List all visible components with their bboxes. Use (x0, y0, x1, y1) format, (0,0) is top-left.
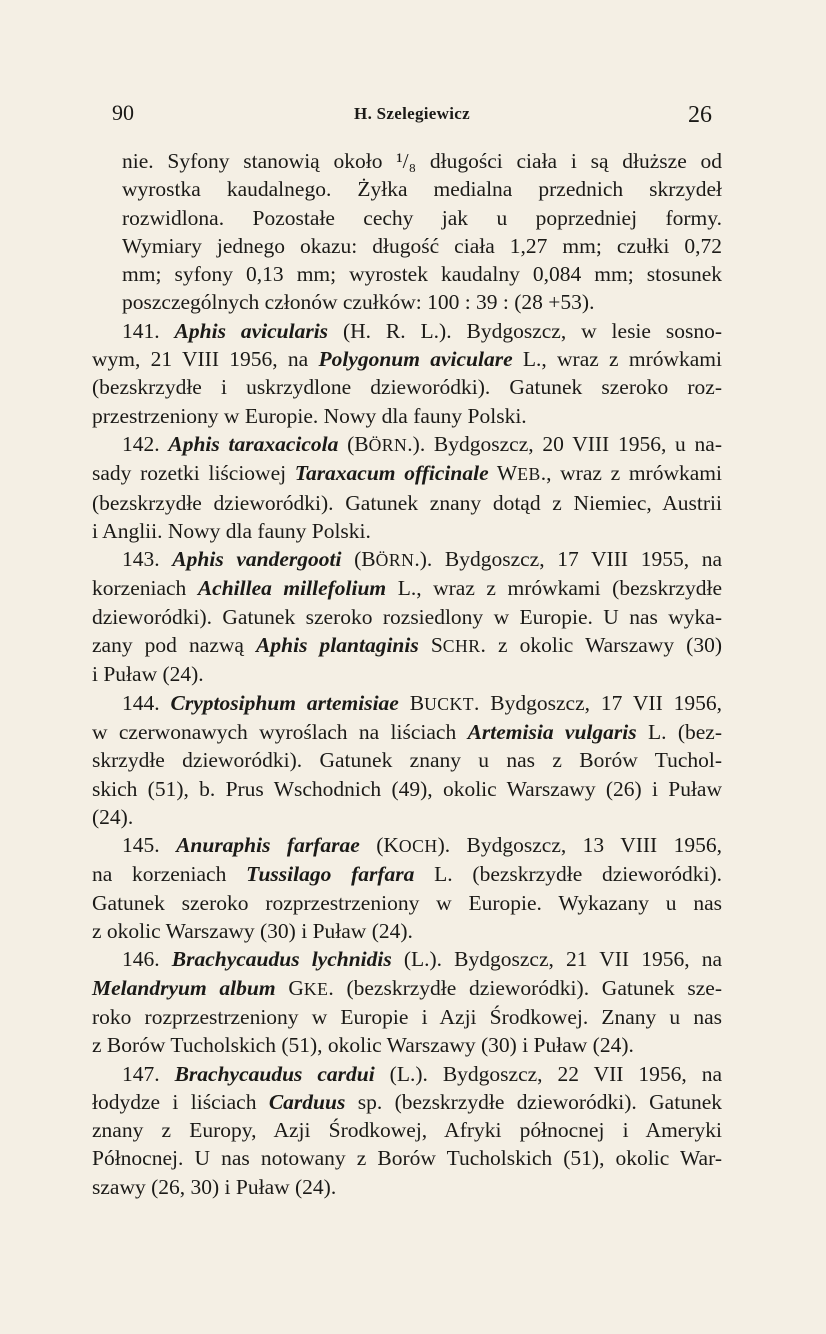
text-line: 147. Brachycaudus cardui (L.). Bydgoszcz, 22 VII 1956, na (122, 1061, 722, 1086)
text-line: szawy (26, 30) i Puław (24). (92, 1174, 337, 1199)
text-line: 141. Aphis avicularis (H. R. L.). Bydgoszcz, w lesie sosno- (122, 318, 723, 343)
text-line: 145. Anuraphis farfarae (KOCH). Bydgoszcz, 13 VIII 1956, (122, 833, 723, 858)
text-line: (bezskrzydłe i uskrzydlone dzieworódki). Gatunek szeroko roz- (92, 375, 722, 400)
text-line: skich (51), b. Prus Wschodnich (49), okolic Warszawy (26) i Puław (92, 776, 722, 801)
text-line: w czerwonawych wyroślach na liściach Artemisia vulgaris L. (bez- (92, 719, 722, 744)
text-line: 146. Brachycaudus lychnidis (L.). Bydgoszcz, 21 VII 1956, na (122, 947, 722, 972)
text-line: znany z Europy, Azji Środkowej, Afryki północnej i Ameryki (92, 1118, 722, 1143)
page-header (112, 100, 712, 130)
body-text (92, 147, 722, 1201)
text-line: wym, 21 VIII 1956, na Polygonum aviculare L., wraz z mrówkami (92, 347, 722, 372)
text-line: nie. Syfony stanowią około ¹/₈ długości ciała i są dłuższe od (122, 149, 722, 173)
text-line: z Borów Tucholskich (51), okolic Warszawy (30) i Puław (24). (92, 1033, 634, 1058)
page-number-right: 26 (688, 102, 712, 128)
page-number-left: 90 (112, 100, 134, 125)
text-line: i Puław (24). (92, 662, 204, 687)
text-line: rozwidlona. Pozostałe cechy jak u poprzedniej formy. (122, 205, 722, 230)
text-line: poszczególnych członów czułków: 100 : 39 : (28 +53). (122, 290, 595, 315)
text-line: z okolic Warszawy (30) i Puław (24). (92, 919, 413, 944)
text-line: 143. Aphis vandergooti (BÖRN.). Bydgoszcz, 17 VIII 1955, na (122, 547, 723, 572)
text-line: Melandryum album GKE. (bezskrzydłe dzieworódki). Gatunek sze- (92, 975, 723, 1000)
text-line: zany pod nazwą Aphis plantaginis SCHR. z okolic Warszawy (30) (92, 633, 722, 658)
text-line: Północnej. U nas notowany z Borów Tucholskich (51), okolic War- (92, 1146, 722, 1171)
text-line: wyrostka kaudalnego. Żyłka medialna przednich skrzydeł (122, 177, 722, 202)
text-line: (24). (92, 804, 134, 829)
text-line: skrzydłe dzieworódki). Gatunek znany u nas z Borów Tuchol- (92, 748, 722, 773)
text-line: dzieworódki). Gatunek szeroko rozsiedlony w Europie. U nas wyka- (92, 604, 722, 629)
text-line: sady rozetki liściowej Taraxacum officinale WEB., wraz z mrówkami (92, 461, 722, 486)
text-line: i Anglii. Nowy dla fauny Polski. (92, 518, 371, 543)
text-line: 144. Cryptosiphum artemisiae BUCKT. Bydgoszcz, 17 VII 1956, (122, 690, 723, 715)
running-title: H. Szelegiewicz (354, 104, 470, 123)
text-line: Wymiary jednego okazu: długość ciała 1,27 mm; czułki 0,72 (122, 233, 722, 258)
text-line: mm; syfony 0,13 mm; wyrostek kaudalny 0,084 mm; stosunek (122, 262, 722, 287)
text-line: roko rozprzestrzeniony w Europie i Azji Środkowej. Znany u nas (92, 1004, 722, 1029)
text-line: korzeniach Achillea millefolium L., wraz z mrówkami (bezskrzydłe (92, 576, 722, 601)
text-line: 142. Aphis taraxacicola (BÖRN.). Bydgoszcz, 20 VIII 1956, u na- (122, 431, 722, 456)
text-line: łodydze i liściach Carduus sp. (bezskrzydłe dzieworódki). Gatunek (92, 1089, 722, 1114)
text-line: Gatunek szeroko rozprzestrzeniony w Europie. Wykazany u nas (92, 890, 722, 915)
text-line: przestrzeniony w Europie. Nowy dla fauny Polski. (92, 403, 527, 428)
text-line: na korzeniach Tussilago farfara L. (bezskrzydłe dzieworódki). (92, 862, 722, 887)
text-line: (bezskrzydłe dzieworódki). Gatunek znany dotąd z Niemiec, Austrii (92, 490, 722, 515)
